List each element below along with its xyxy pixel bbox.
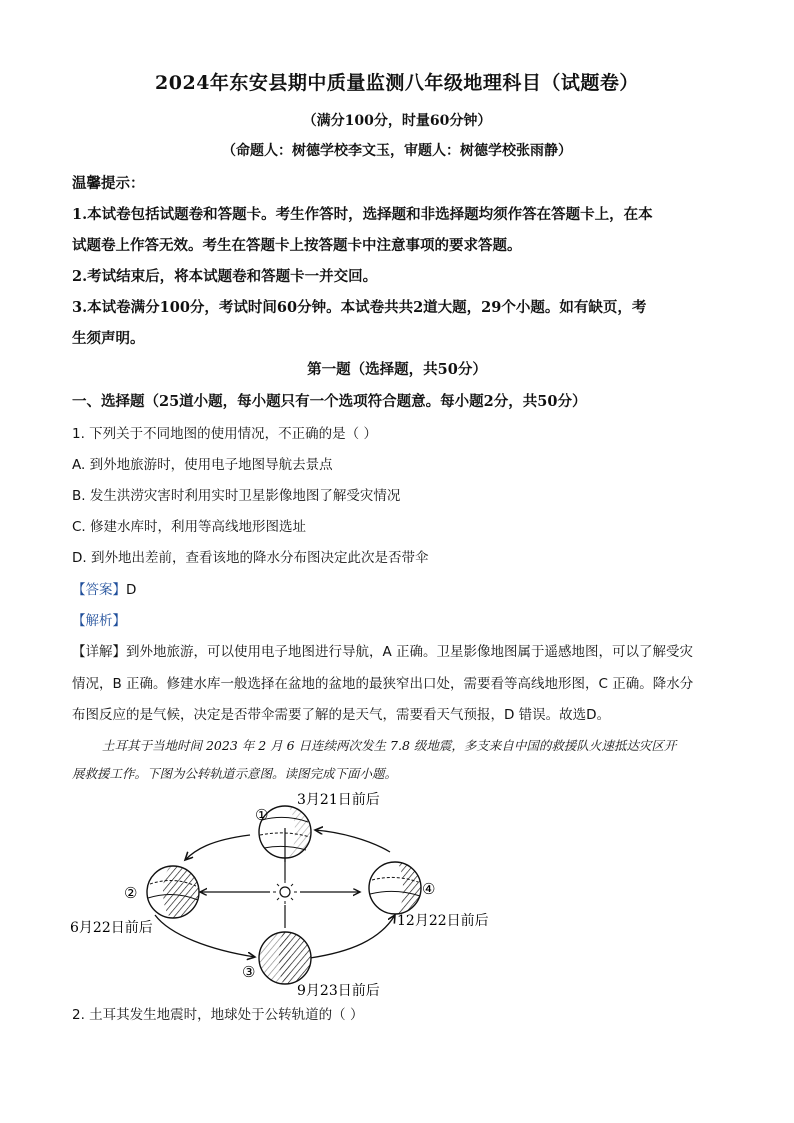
- tip-line-5: 生须声明。: [72, 330, 145, 347]
- orbit-diagram: [60, 780, 520, 1000]
- q1-answer: [72, 578, 136, 598]
- analysis-label: 【解析】: [72, 613, 126, 629]
- tip-line-2: 试题卷上作答无效。考生在答题卡上按答题卡中注意事项的要求答题。: [72, 237, 522, 254]
- earth-position-4: [369, 862, 421, 914]
- label-num-2: ②: [124, 884, 138, 902]
- answer-value: D: [126, 582, 137, 598]
- orbit-arc-4-1: [315, 830, 390, 852]
- score-time-note: （满分100分，时量60分钟）: [302, 113, 492, 129]
- orbit-arc-3-4: [310, 915, 395, 958]
- tip-line-1: 1.本试卷包括试题卷和答题卡。考生作答时，选择题和非选择题均须作答在答题卡上，在本: [72, 206, 653, 223]
- label-date-3: 9月23日前后: [297, 983, 380, 999]
- label-num-4: ④: [422, 880, 436, 898]
- q1-detail-3: 布图反应的是气候，决定是否带伞需要了解的是天气，需要看天气预报，D 错误。故选D。: [72, 707, 611, 723]
- section-instruction: 一、选择题（25道小题，每小题只有一个选项符合题意。每小题2分，共50分）: [72, 393, 587, 410]
- label-num-1: ①: [255, 806, 269, 824]
- earth-position-3: [259, 932, 311, 984]
- detail-text-1: 到外地旅游，可以使用电子地图进行导航，A 正确。卫星影像地图属于遥感地图，可以了解受灾: [126, 644, 694, 660]
- orbit-arc-1-2: [185, 835, 250, 860]
- q1-analysis-label: [72, 609, 126, 629]
- tip-line-3: 2.考试结束后，将本试题卷和答题卡一并交回。: [72, 268, 378, 285]
- q1-option-b: B. 发生洪涝灾害时利用实时卫星影像地图了解受灾情况: [72, 488, 401, 504]
- q1-detail-2: 情况，B 正确。修建水库一般选择在盆地的盆地的最狭窄出口处，需要看等高线地形图，C 正确。降水分: [72, 676, 694, 692]
- q1-option-c: C. 修建水库时，利用等高线地形图选址: [72, 519, 307, 535]
- earth-position-2: [147, 866, 199, 918]
- label-date-2: 6月22日前后: [70, 920, 153, 936]
- orbit-arc-2-3: [155, 915, 255, 957]
- label-date-4: 12月22日前后: [397, 913, 489, 929]
- tip-line-4: 3.本试卷满分100分，考试时间60分钟。本试卷共共2道大题，29个小题。如有缺页，考: [72, 299, 647, 316]
- q2-stem: 2. 土耳其发生地震时，地球处于公转轨道的（ ）: [72, 1007, 364, 1023]
- detail-label: 【详解】: [72, 644, 126, 660]
- label-num-3: ③: [242, 963, 256, 981]
- part-title: 第一题（选择题，共50分）: [307, 361, 487, 378]
- authors-note: （命题人：树德学校李文玉，审题人：树德学校张雨静）: [222, 143, 572, 159]
- tips-heading: 温馨提示：: [72, 175, 145, 192]
- q1-stem: 1. 下列关于不同地图的使用情况，不正确的是（ ）: [72, 426, 377, 442]
- passage-line-1: 土耳其于当地时间 2023 年 2 月 6 日连续两次发生 7.8 级地震，多支来自中国的救援队火速抵达灾区开: [102, 738, 677, 753]
- q1-option-d: D. 到外地出差前，查看该地的降水分布图决定此次是否带伞: [72, 550, 429, 566]
- q1-option-a: A. 到外地旅游时，使用电子地图导航去景点: [72, 457, 333, 473]
- answer-label: 【答案】: [72, 582, 126, 598]
- q1-detail-1: [72, 640, 693, 660]
- passage-line-2: 展救援工作。下图为公转轨道示意图。读图完成下面小题。: [72, 766, 398, 781]
- sun-icon: [273, 880, 297, 904]
- label-date-1: 3月21日前后: [297, 792, 380, 808]
- exam-title: 2024年东安县期中质量监测八年级地理科目（试题卷）: [155, 72, 639, 94]
